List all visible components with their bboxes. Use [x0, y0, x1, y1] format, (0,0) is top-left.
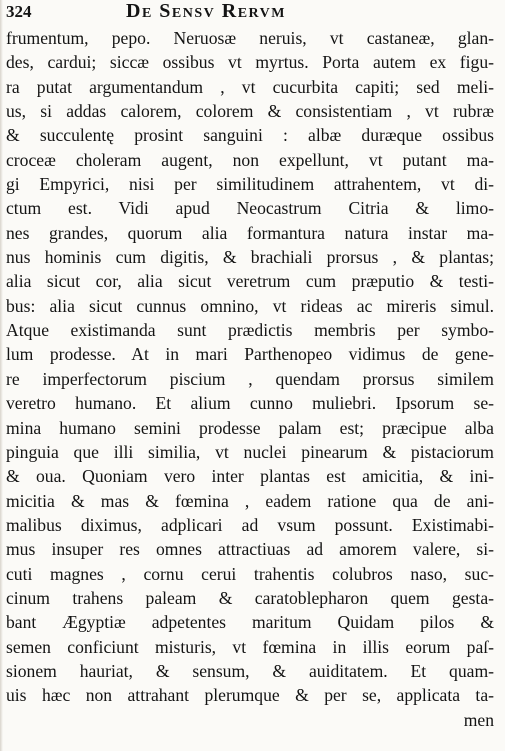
- text-line: bus: alia sicut cunnus omnino, vt rideas ac mireris simul.: [6, 295, 494, 316]
- body-text: [6, 26, 494, 732]
- text-line: veretro humano. Et alium cunno muliebri. Ipsorum se-: [6, 393, 494, 414]
- scan-edge-shadow: [0, 0, 3, 751]
- text-line: cinum trahens paleam & caratoblepharon quem gesta-: [6, 587, 494, 608]
- running-title: De Sensv Rervm: [126, 0, 286, 22]
- text-line: alia sicut cor, alia sicut veretrum cum præputio & testi-: [6, 271, 494, 292]
- text-line: cuti magnes , cornu cerui trahentis colubros naso, suc-: [6, 563, 494, 584]
- text-line: micitia & mas & fœmina , eadem ratione qua de ani-: [6, 490, 494, 511]
- text-line: re imperfectorum piscium , quendam prorsus similem: [6, 368, 494, 389]
- text-line: ra putat argumentandum , vt cucurbita capiti; sed meli-: [6, 76, 494, 97]
- text-line: us, si addas calorem, colorem & consistentiam , vt rubræ: [6, 101, 494, 122]
- text-line: gi Empyrici, nisi per similitudinem attrahentem, vt di-: [6, 174, 494, 195]
- text-line: nus hominis cum digitis, & brachiali prorsus , & plantas;: [6, 247, 494, 268]
- text-line: uis hæc non attrahant plerumque & per se, applicata ta-: [6, 685, 494, 706]
- text-line: sionem hauriat, & sensum, & auiditatem. Et quam-: [6, 660, 494, 681]
- text-line: Atque existimanda sunt prædictis membris per symbo-: [6, 320, 494, 341]
- text-line: mina humano semini prodesse palam est; præcipue alba: [6, 417, 494, 438]
- text-line: croceæ choleram augent, non expellunt, vt putant ma-: [6, 149, 494, 170]
- text-line: bant Ægyptiæ adpetentes maritum Quidam pilos &: [6, 612, 494, 633]
- text-line: & succulentę prosint sanguini : albæ duræque ossibus: [6, 125, 494, 146]
- text-line: malibus diximus, adplicari ad vsum possunt. Existimabi-: [6, 514, 494, 535]
- text-line: pinguia que illi similia, vt nuclei pinearum & pistaciorum: [6, 441, 494, 462]
- text-line: & oua. Quoniam vero inter plantas est amicitia, & ini-: [6, 466, 494, 487]
- page-number: 324: [6, 2, 32, 21]
- text-line: mus insuper res omnes attractiuas ad amorem valere, si-: [6, 539, 494, 560]
- text-line: des, cardui; siccæ ossibus vt myrtus. Porta autem ex figu-: [6, 52, 494, 73]
- text-line: semen conficiunt misturis, vt fœmina in illis eorum paſ-: [6, 636, 494, 657]
- text-line: ctum est. Vidi apud Neocastrum Citria & limo-: [6, 198, 494, 219]
- page-header: [6, 0, 496, 24]
- text-line: lum prodesse. At in mari Parthenopeo vidimus de gene-: [6, 344, 494, 365]
- text-line: nes grandes, quorum alia formantura natura instar ma-: [6, 222, 494, 243]
- catchword: men: [463, 709, 494, 730]
- text-line: frumentum, pepo. Neruosæ neruis, vt castaneæ, glan-: [6, 28, 494, 48]
